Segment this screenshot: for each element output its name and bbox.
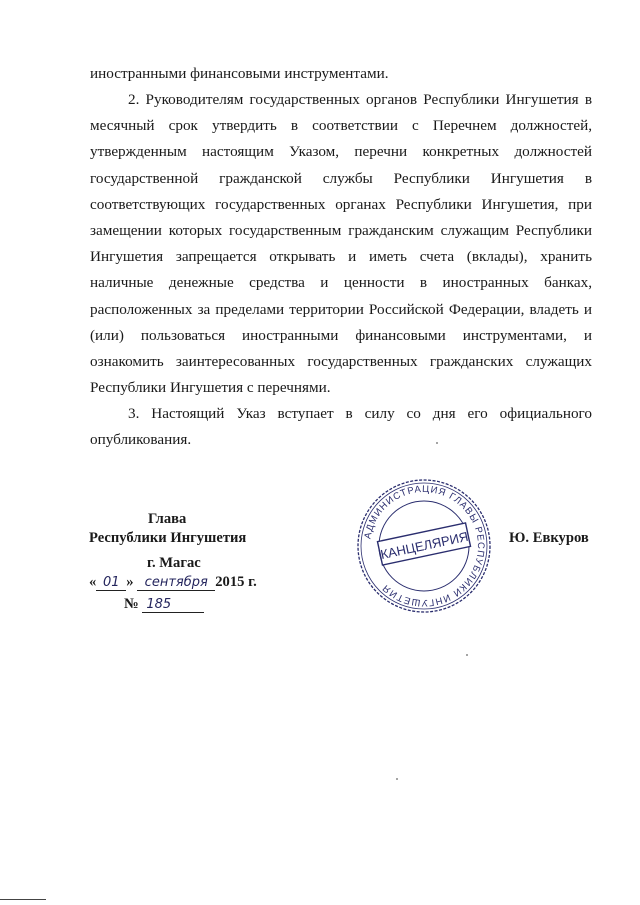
decree-number <box>124 596 204 613</box>
place-name: г. Магас <box>147 555 201 571</box>
seal-ring-text: АДМИНИСТРАЦИЯ ГЛАВЫ РЕСПУБЛИКИ ИНГУШЕТИЯ <box>362 483 487 609</box>
date-year: 2015 г. <box>215 574 257 590</box>
paragraph-3: 3. Настоящий Указ вступает в силу со дня его официального опубликования. <box>90 405 592 449</box>
signer-title-line1: Глава <box>148 511 187 527</box>
signer-title-line2: Республики Ингушетия <box>89 530 247 546</box>
number-handwritten: 185 <box>142 597 204 613</box>
date-day-handwritten: 01 <box>96 575 126 591</box>
official-seal <box>354 476 494 616</box>
date-month-handwritten: сентября <box>137 575 215 591</box>
date-open-quote: « <box>89 574 97 590</box>
paragraph-1-ending: иностранными финансовыми инструментами. <box>90 65 389 82</box>
page-corner-rule <box>0 899 46 900</box>
date-close-quote: » <box>126 574 134 590</box>
scan-speck <box>436 442 438 444</box>
decree-date <box>89 574 257 591</box>
number-label: № <box>124 596 139 612</box>
paragraph-2: 2. Руководителям государственных органов Республики Ингушетия в месячный срок утвердить в соответствии с Перечнем должностей, утвержденным настоящим Указом, перечни конкретных должностей государственной гражданской службы Республики Ингушетия в соответствующих государственных органах Республики Ингушетия, при замещении которых государственным гражданским служащим Республики Ингушетия запрещается открывать и иметь счета (вклады), хранить наличные денежные средства и ценности в иностранных банках, расположенных за пределами территории Российской Федерации, владеть и (или) пользоваться иностранными финансовыми инструментами, и ознакомить заинтересованных государственных гражданских служащих Республики Ингушетия с перечнями. <box>90 91 592 397</box>
seal-center-text: КАНЦЕЛЯРИЯ <box>379 528 470 563</box>
signer-name: Ю. Евкуров <box>509 530 589 546</box>
scan-speck <box>396 778 398 780</box>
scan-speck <box>466 654 468 656</box>
